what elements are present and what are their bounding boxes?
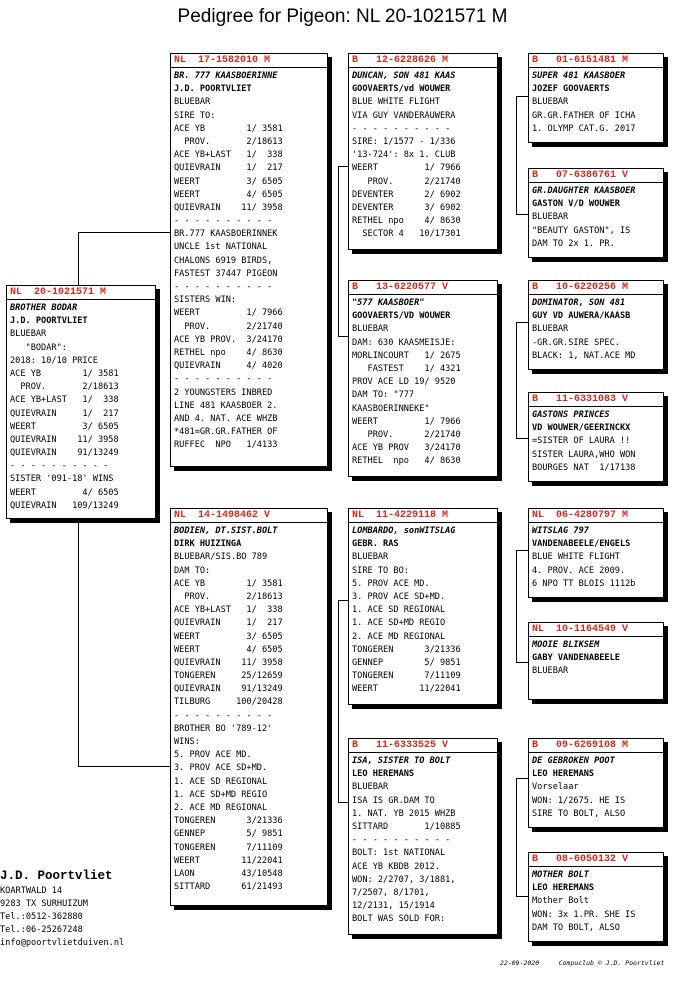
- pedigree-line: BLUEBAR: [352, 782, 389, 793]
- pedigree-line: - - - - - - - - - -: [174, 374, 273, 385]
- pedigree-line: WEERT 3/ 6505: [10, 421, 119, 432]
- pedigree-line: WINS:: [174, 737, 200, 747]
- breeder-address-city: 9283 TX SURHUIZUM: [0, 899, 88, 909]
- ring-number: B 13-6220577 V: [349, 281, 497, 295]
- pedigree-line: RETHEL npo 4/ 8630: [352, 456, 461, 467]
- breeder-address-street: KOARTWALD 14: [0, 886, 63, 896]
- pedigree-line: QUIEVRAIN 91/13249: [174, 684, 283, 695]
- pedigree-line: 1. OLYMP CAT.G. 2017: [532, 123, 636, 134]
- pigeon-breeder: VD WOUWER/GEERINCKX: [532, 423, 631, 434]
- pedigree-line: DAM TO 2x 1. PR.: [532, 238, 615, 249]
- pedigree-line: WEERT 3/ 6505: [174, 176, 283, 187]
- connector-line: [78, 766, 170, 767]
- pedigree-line: WEERT 1/ 7966: [352, 416, 461, 427]
- pedigree-line: WEERT 1/ 7966: [174, 308, 283, 319]
- pigeon-breeder: GABY VANDENABEELE: [532, 653, 620, 664]
- ring-number: B 11-6331083 V: [529, 393, 663, 407]
- pedigree-line: SIRE TO BO:: [352, 565, 409, 576]
- pedigree-line: BLUE WHITE FLIGHT: [352, 97, 440, 108]
- pigeon-name: BODIEN, DT.SIST.BOLT: [174, 526, 278, 536]
- pigeon-card-dds: [528, 738, 664, 828]
- pedigree-line: QUIEVRAIN 1/ 217: [174, 163, 283, 174]
- pedigree-line: - - - - - - - - - -: [174, 216, 273, 227]
- pedigree-line: ACE YB KBDB 2012.: [352, 861, 440, 872]
- pedigree-line: QUIEVRAIN 91/13249: [10, 448, 119, 459]
- pedigree-line: 2018: 10/10 PRICE: [10, 355, 98, 366]
- pedigree-line: KAASBOERINNEKE": [352, 403, 430, 414]
- pedigree-line: PROV. 2/18613: [10, 382, 119, 393]
- pigeon-name: MOTHER BOLT: [532, 870, 589, 880]
- pedigree-line: BLUEBAR: [352, 324, 389, 335]
- pedigree-line: BOLT: 1st NATIONAL: [352, 848, 446, 859]
- footer-copyright: 22-09-2020 Compuclub © J.D. Poortvliet: [500, 959, 665, 967]
- breeder-phone: Tel.:0512-362880: [0, 912, 83, 922]
- pedigree-line: BOLT WAS SOLD FOR:: [352, 914, 446, 925]
- pedigree-line: ACE YB 1/ 3581: [10, 368, 119, 379]
- pedigree-line: BROTHER BO '789-12': [174, 723, 273, 734]
- pigeon-name: "577 KAASBOER": [352, 298, 425, 308]
- connector-line: [516, 322, 517, 438]
- connector-line: [516, 214, 528, 215]
- pigeon-breeder: GEBR. RAS: [352, 539, 399, 550]
- connector-line: [516, 778, 528, 779]
- pedigree-line: QUIEVRAIN 109/13249: [10, 500, 119, 511]
- connector-line: [78, 232, 170, 233]
- pigeon-name: ISA, SISTER TO BOLT: [352, 756, 451, 766]
- connector-line: [78, 232, 79, 286]
- pedigree-line: ISA IS GR.DAM TO: [352, 795, 435, 806]
- pedigree-line: PROV ACE LD 19/ 9520: [352, 377, 456, 388]
- breeder-mobile: Tel.:06-25267248: [0, 925, 83, 935]
- pedigree-line: WON: 2/2707, 3/1881,: [352, 874, 456, 885]
- connector-line: [338, 166, 339, 336]
- pedigree-line: 6 NPO TT BLOIS 1112b: [532, 578, 636, 589]
- pedigree-line: - - - - - - - - - -: [352, 835, 451, 846]
- pigeon-name: WITSLAG 797: [532, 526, 589, 536]
- pedigree-line: 2. ACE MD REGIONAL: [352, 631, 446, 642]
- pigeon-card-sdd: [528, 392, 664, 482]
- pigeon-card-sire-dam: [348, 280, 498, 477]
- connector-line: [516, 550, 528, 551]
- pedigree-line: - - - - - - - - - -: [174, 282, 273, 292]
- pedigree-line: "BODAR":: [10, 342, 67, 353]
- pedigree-line: UNCLE 1st NATIONAL: [174, 242, 268, 253]
- pedigree-line: Mother Bolt: [532, 896, 589, 907]
- pedigree-line: WEERT 11/22041: [352, 684, 461, 695]
- pedigree-line: 5. PROV ACE MD.: [174, 750, 252, 761]
- pedigree-line: VIA GUY VANDERAUWERA: [352, 110, 456, 121]
- ring-number: NL 10-1164549 V: [529, 623, 663, 637]
- breeder-email[interactable]: info@poortvlietduiven.nl: [0, 938, 125, 948]
- pedigree-line: WEERT 4/ 6505: [174, 189, 283, 200]
- breeder-info: [0, 868, 124, 950]
- pigeon-card-dsd: [528, 622, 664, 700]
- pedigree-line: BLUEBAR: [532, 212, 569, 223]
- pedigree-line: SITTARD 61/21493: [174, 882, 283, 893]
- ring-number: B 01-6151481 M: [529, 54, 663, 68]
- pedigree-line: 2. ACE MD REGIONAL: [174, 802, 268, 813]
- pedigree-line: 1. NAT. YB 2015 WHZB: [352, 808, 456, 819]
- pigeon-breeder: VANDENABEELE/ENGELS: [532, 539, 631, 550]
- pedigree-line: SISTERS WIN:: [174, 295, 237, 306]
- pedigree-line: '13-724': 8x 1. CLUB: [352, 150, 456, 161]
- pigeon-card-dam-sire: [348, 508, 498, 705]
- connector-line: [338, 336, 348, 337]
- pigeon-name: BR. 777 KAASBOERINNE: [174, 71, 278, 81]
- pedigree-line: PROV. 2/21740: [352, 176, 461, 187]
- pedigree-line: ACE YB+LAST 1/ 338: [10, 395, 119, 406]
- pedigree-line: SECTOR 4 10/17301: [352, 229, 461, 240]
- pedigree-line: BOURGES NAT 1/17138: [532, 462, 636, 473]
- pedigree-line: SIRE TO BOLT, ALSO: [532, 808, 626, 819]
- pedigree-line: ACE YB PROV. 3/24170: [174, 334, 283, 345]
- pigeon-card-ssd: [528, 168, 664, 258]
- pedigree-line: RUFFEC NPO 1/4133: [174, 440, 278, 451]
- ring-number: B 10-6220256 M: [529, 281, 663, 295]
- pedigree-line: 12/2131, 15/1914: [352, 901, 435, 912]
- pedigree-line: BLUE WHITE FLIGHT: [532, 552, 620, 563]
- pedigree-line: QUIEVRAIN 11/ 3958: [174, 202, 283, 213]
- pigeon-name: GR.DAUGHTER KAASBOER: [532, 186, 636, 196]
- pigeon-name: MOOIE BLIKSEM: [532, 640, 600, 650]
- pedigree-line: BLUEBAR: [10, 329, 47, 340]
- pedigree-line: BLUEBAR/SIS.BO 789: [174, 552, 268, 563]
- pedigree-line: - - - - - - - - - -: [352, 123, 451, 134]
- pigeon-breeder: DIRK HUIZINGA: [174, 539, 242, 550]
- pigeon-name: DOMINATOR, SON 481: [532, 298, 626, 308]
- pigeon-card-ddd: [528, 852, 664, 942]
- pedigree-line: BLUEBAR: [532, 666, 569, 677]
- pedigree-line: WEERT 11/22041: [174, 855, 283, 866]
- pedigree-line: LINE 481 KAASBOER 2.: [174, 400, 278, 411]
- connector-line: [516, 550, 517, 662]
- pigeon-card-sire: [170, 53, 328, 467]
- pedigree-line: =SISTER OF LAURA !!: [532, 436, 631, 447]
- pedigree-line: LAON 43/10548: [174, 868, 283, 879]
- pedigree-line: 2 YOUNGSTERS INBRED: [174, 387, 273, 398]
- pedigree-line: TONGEREN 7/11109: [352, 671, 461, 682]
- pedigree-line: RETHEL npo 4/ 8630: [174, 347, 283, 358]
- pigeon-breeder: LEO HEREMANS: [532, 883, 595, 894]
- pigeon-name: SUPER 481 KAASBOER: [532, 71, 626, 81]
- ring-number: B 09-6269108 M: [529, 739, 663, 753]
- pigeon-breeder: GOOVAERTS/VD WOUWER: [352, 311, 451, 322]
- pedigree-line: 3. PROV ACE SD+MD.: [352, 591, 446, 602]
- pedigree-line: 7/2507, 8/1701,: [352, 887, 430, 898]
- pedigree-line: QUIEVRAIN 11/ 3958: [174, 657, 283, 668]
- pigeon-card-dam: [170, 508, 328, 906]
- pedigree-line: CHALONS 6919 BIRDS,: [174, 255, 273, 266]
- pedigree-line: 1. ACE SD REGIONAL: [352, 605, 446, 616]
- pigeon-breeder: LEO HEREMANS: [532, 769, 595, 780]
- pedigree-line: QUIEVRAIN 11/ 3958: [10, 434, 119, 445]
- pedigree-line: 1. ACE SD+MD REGIO: [174, 789, 268, 800]
- pigeon-breeder: GUY VD AUWERA/KAASB: [532, 311, 631, 322]
- pedigree-line: ACE YB+LAST 1/ 338: [174, 605, 283, 616]
- pedigree-line: WEERT 4/ 6505: [174, 644, 283, 655]
- connector-line: [516, 322, 528, 323]
- pigeon-card-sss: [528, 53, 664, 143]
- pedigree-line: TILBURG 100/20428: [174, 697, 283, 708]
- pedigree-line: TONGEREN 25/12659: [174, 671, 283, 682]
- pedigree-line: WEERT 4/ 6505: [10, 487, 119, 498]
- pigeon-card-dam-dam: [348, 738, 498, 935]
- pedigree-line: ACE YB PROV 3/24170: [352, 443, 461, 454]
- pedigree-line: 1. ACE SD REGIONAL: [174, 776, 268, 787]
- pedigree-line: GR.GR.FATHER OF ICHA: [532, 110, 636, 121]
- connector-line: [516, 438, 528, 439]
- pedigree-line: DAM TO: "777: [352, 390, 415, 401]
- breeder-name: J.D. Poortvliet: [0, 869, 113, 883]
- pedigree-line: BLUEBAR: [532, 324, 569, 335]
- pedigree-line: QUIEVRAIN 1/ 217: [10, 408, 119, 419]
- pedigree-line: WON: 3x 1.PR. SHE IS: [532, 909, 636, 920]
- pigeon-name: GASTONS PRINCES: [532, 410, 610, 420]
- connector-line: [338, 166, 348, 167]
- pedigree-line: BR.777 KAASBOERINNEK: [174, 229, 278, 240]
- pedigree-line: RETHEL npo 4/ 8630: [352, 216, 461, 227]
- ring-number: NL 06-4280797 M: [529, 509, 663, 523]
- ring-number: NL 11-4229118 M: [349, 509, 497, 523]
- ring-number: B 08-6050132 V: [529, 853, 663, 867]
- pedigree-line: PROV. 2/21740: [174, 321, 283, 332]
- pigeon-breeder: JOZEF GOOVAERTS: [532, 84, 610, 95]
- pedigree-line: Vorselaar: [532, 782, 579, 793]
- pigeon-card-sds: [528, 280, 664, 370]
- pedigree-line: SIRE: 1/1577 - 1/336: [352, 136, 456, 147]
- pedigree-line: WEERT 3/ 6505: [174, 631, 283, 642]
- pigeon-card-main: [6, 285, 156, 519]
- pedigree-line: 1. ACE SD+MD REGIO: [352, 618, 446, 629]
- pedigree-line: BLUEBAR: [532, 97, 569, 108]
- connector-line: [338, 600, 348, 601]
- ring-number: B 11-6333525 V: [349, 739, 497, 753]
- pedigree-line: GENNEP 5/ 9851: [352, 657, 461, 668]
- pedigree-line: PROV. 2/21740: [352, 429, 461, 440]
- pedigree-line: AND 4. NAT. ACE WHZB: [174, 413, 278, 424]
- pedigree-line: DAM TO:: [174, 565, 211, 576]
- pedigree-line: TONGEREN 3/21336: [352, 644, 461, 655]
- pedigree-line: DAM: 630 KAASMEISJE:: [352, 337, 456, 348]
- pedigree-line: ACE YB+LAST 1/ 338: [174, 150, 283, 161]
- pedigree-line: DAM TO BOLT, ALSO: [532, 922, 620, 933]
- pedigree-line: WON: 1/2675. HE IS: [532, 795, 626, 806]
- pigeon-name: DE GEBROKEN POOT: [532, 756, 615, 766]
- connector-line: [78, 518, 79, 766]
- pedigree-line: MORLINCOURT 1/ 2675: [352, 350, 461, 361]
- pedigree-line: BLUEBAR: [352, 552, 389, 563]
- pigeon-breeder: GASTON V/D WOUWER: [532, 199, 620, 210]
- pedigree-line: -GR.GR.SIRE SPEC.: [532, 337, 620, 348]
- pedigree-line: GENNEP 5/ 9851: [174, 829, 283, 840]
- pedigree-line: SISTER '091-18' WINS: [10, 474, 114, 485]
- pedigree-line: - - - - - - - - - -: [10, 461, 109, 472]
- connector-line: [516, 778, 517, 896]
- pedigree-line: 5. PROV ACE MD.: [352, 578, 430, 589]
- pigeon-name: BROTHER BODAR: [10, 303, 78, 313]
- pedigree-line: PROV. 2/18613: [174, 136, 283, 147]
- pedigree-line: FASTEST 1/ 4321: [352, 363, 461, 374]
- pigeon-breeder: J.D. POORTVLIET: [10, 316, 88, 327]
- connector-line: [338, 600, 339, 802]
- pedigree-line: - - - - - - - - - -: [174, 710, 273, 721]
- pedigree-line: QUIEVRAIN 1/ 217: [174, 618, 283, 629]
- connector-line: [516, 96, 517, 214]
- pedigree-line: BLACK: 1, NAT.ACE MD: [532, 350, 636, 361]
- ring-number: NL 20-1021571 M: [7, 286, 155, 300]
- pedigree-line: SITTARD 1/10885: [352, 821, 461, 832]
- pigeon-breeder: J.D. POORTVLIET: [174, 84, 252, 95]
- page-title: Pedigree for Pigeon: NL 20-1021571 M: [177, 6, 508, 27]
- pedigree-line: ACE YB 1/ 3581: [174, 123, 283, 134]
- connector-line: [516, 896, 528, 897]
- pedigree-line: WEERT 1/ 7966: [352, 163, 461, 174]
- pedigree-line: SIRE TO:: [174, 110, 216, 121]
- ring-number: B 12-6228626 M: [349, 54, 497, 68]
- pedigree-line: TONGEREN 7/11109: [174, 842, 283, 853]
- pedigree-line: 4. PROV. ACE 2009.: [532, 565, 626, 576]
- pigeon-name: LOMBARDO, sonWITSLAG: [352, 526, 456, 536]
- ring-number: NL 17-1582010 M: [171, 54, 327, 68]
- pigeon-name: DUNCAN, SON 481 KAAS: [352, 71, 456, 81]
- pedigree-line: ACE YB 1/ 3581: [174, 578, 283, 589]
- pedigree-line: TONGEREN 3/21336: [174, 816, 283, 827]
- ring-number: B 07-6386761 V: [529, 169, 663, 183]
- connector-line: [516, 96, 528, 97]
- pedigree-line: DEVENTER 2/ 6902: [352, 189, 461, 200]
- pedigree-line: DEVENTER 3/ 6902: [352, 202, 461, 213]
- pedigree-line: *481=GR.GR.FATHER OF: [174, 427, 278, 438]
- ring-number: NL 14-1498462 V: [171, 509, 327, 523]
- pedigree-line: BLUEBAR: [174, 97, 211, 108]
- pigeon-breeder: LEO HEREMANS: [352, 769, 415, 780]
- connector-line: [338, 802, 348, 803]
- pedigree-line: 3. PROV ACE SD+MD.: [174, 763, 268, 774]
- pedigree-line: PROV. 2/18613: [174, 591, 283, 602]
- pedigree-line: "BEAUTY GASTON", IS: [532, 225, 631, 236]
- pigeon-breeder: GOOVAERTS/vd WOUWER: [352, 84, 451, 95]
- pigeon-card-dss: [528, 508, 664, 598]
- connector-line: [516, 662, 528, 663]
- pigeon-card-sire-sire: [348, 53, 498, 250]
- pedigree-line: FASTEST 37447 PIGEON: [174, 268, 278, 279]
- pedigree-line: QUIEVRAIN 4/ 4020: [174, 361, 283, 372]
- pedigree-line: SISTER LAURA,WHO WON: [532, 449, 636, 460]
